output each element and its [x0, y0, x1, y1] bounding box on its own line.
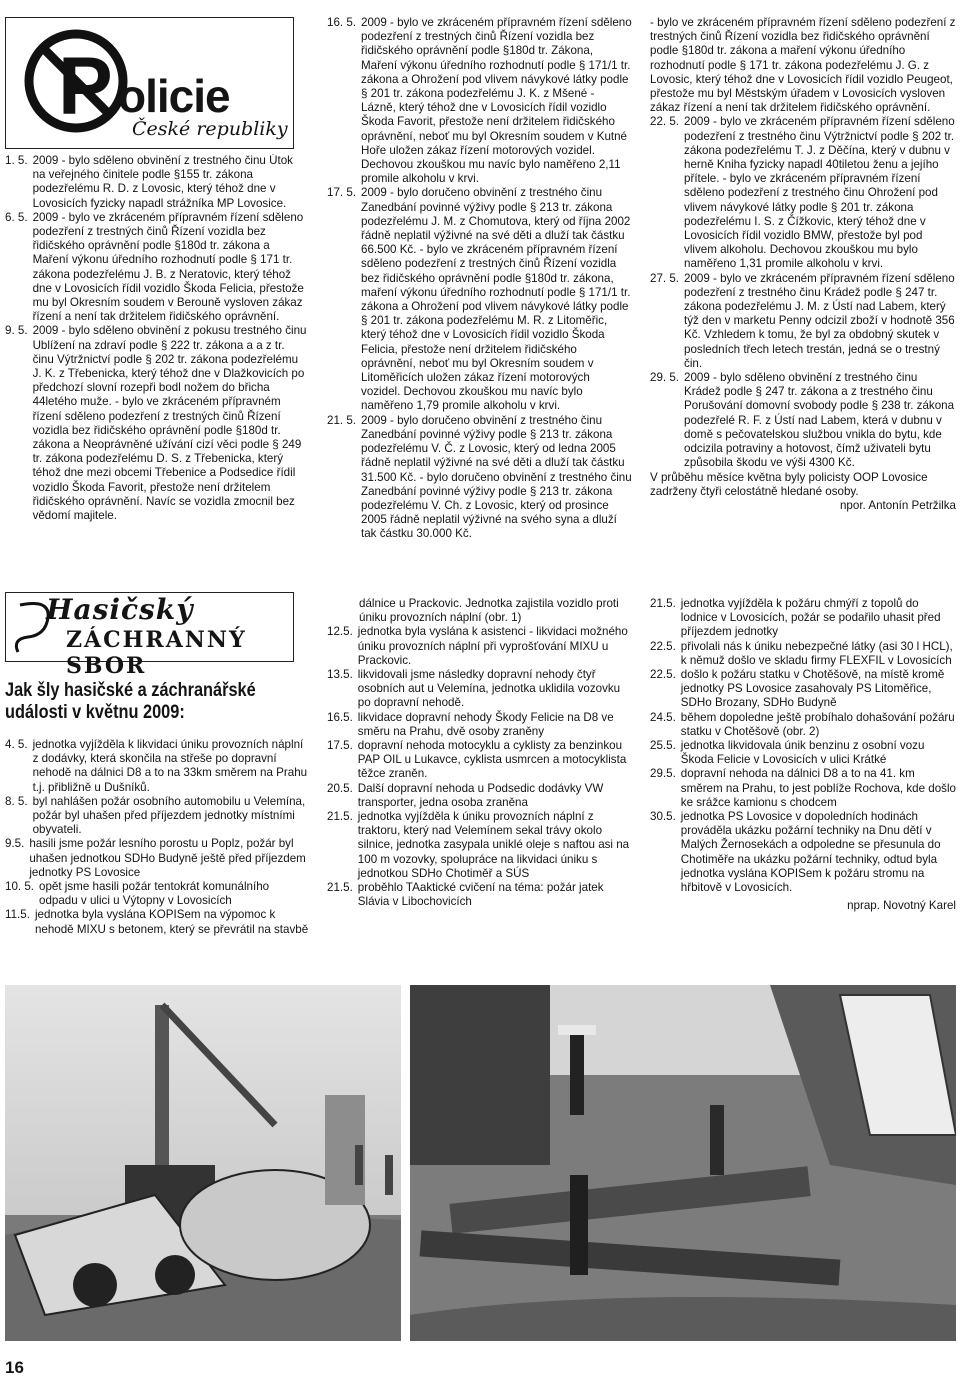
entry-text: 2009 - bylo ve zkráceném přípravném řízení sděleno podezření z trestných činů Řízení vozidla bez řidičského oprávnění podle §180d tr. Zákona, Maření výkonu úředního rozhodnutí podle § 171/1 tr. zákona a Ohrožení pod vlivem návykové látky podle § 201 tr. zákona podezřelému J. K. z Mšené - Lázně, který téhož dne v Lovosicích řídil vozidlo Škoda Favorit, přestože není držitelem řidičského oprávnění, neboť mu byl Okresním soudem v Kutné Hoře uložen zákaz řízení motorových vozidel. Dechovou zkouškou mu navíc bylo naměřeno 2,11 promile alkoholu v krvi. — [361, 16, 632, 186]
entry-date: 4. 5. — [5, 738, 28, 751]
police-logo-subtitle: České republiky — [132, 118, 288, 140]
entry — [650, 597, 956, 640]
entry — [5, 880, 310, 908]
entry-date: 29. 5. — [650, 371, 680, 385]
entry — [5, 154, 308, 211]
entry-text: 2009 - bylo ve zkráceném přípravném řízení sděleno podezření z trestného činu Krádež podle § 247 tr. zákona podezřelému J. M. z Ústí nad Labem, který týž den v marketu Penny odcizil zboží v hodnotě 356 Kč. Vzhledem k tomu, že byl za obdobný skutek v posledních třech letech trestán, jedná se o trestný čin. — [684, 271, 955, 370]
entry — [650, 739, 956, 767]
entry-date: 27. 5. — [650, 271, 680, 285]
entry-text: opět jsme hasili požár tentokrát komunálního odpadu v ulici u Výtopny v Lovosicích — [39, 880, 270, 908]
entry — [650, 115, 956, 271]
entry-text: 2009 - bylo sděleno obvinění z pokusu trestného činu Ublížení na zdraví podle § 222 tr. zákona a a z tr. činu Výtržnictví podle § 202 tr. zákona podezřelému J. K. z Třebenicka, který téhož dne v Dlažkovicích po předchozí slovní rozepři bodl nožem do břicha 44letého muže. - bylo ve zkráceném přípravném řízení sděleno podezření z trestných činů Řízení vozidla bez řidičského oprávnění podle §180d tr. zákona a Neoprávněné užívání cizí věci podle § 249 tr. zákona podezřelému D. S. z Třebenicka, který téhož dne mezi obcemi Třebenice a Podsedice řídil vozidlo Škoda Favorit, přestože není držitelem řidičského oprávnění. Navíc se vozidla zmocnil bez vědomí majitele. — [32, 324, 307, 523]
entry — [327, 881, 633, 909]
entry-date: 17. 5. — [327, 186, 357, 200]
police-col3-continuation: - bylo ve zkráceném přípravném řízení sděleno podezření z trestných činů Řízení vozidla bez řidičského oprávnění podle §180d tr. zákona a maření výkonu úředního rozhodnutí podle § 171 tr. zákona podezřelému J. G. z Lovosic, který téhož dne v Lovosicích řídil vozidlo Peugeot, přestože mu byl Městským úřadem v Lovosicích vysloven zákaz řízení a není tak držitelem řidičského oprávnění. — [650, 16, 956, 115]
entry — [5, 211, 308, 325]
fire-logo-title: Hasičský — [46, 593, 194, 626]
entry-date: 10. 5. — [5, 880, 35, 894]
entry — [327, 186, 632, 413]
entry-text: byl nahlášen požár osobního automobilu u Velemína, požár byl uhašen před příjezdem jednotky místními obyvateli. — [32, 794, 306, 837]
photo-mixer-accident — [5, 985, 401, 1341]
entry-text: jednotka vyjížděla k úniku provozních náplní z traktoru, který nad Velemínem sekal trávy okolo silnice, jednotka zasypala uniklé oleje s naftou asi na 100 m vozovky, spolupráce na likvidaci úniku s jednotkou SDHo Chotiměř a SÚS — [357, 810, 630, 880]
entry-date: 21.5. — [327, 881, 353, 895]
entry-date: 9. 5. — [5, 324, 28, 338]
entry — [5, 324, 308, 523]
entry-date: 21.5. — [327, 810, 353, 824]
entry-text: jednotka vyjížděla k požáru chmýří z topolů do lodnice v Lovosicích, požár se podařilo uhasit před příjezdem jednotky — [680, 597, 941, 639]
entry — [650, 371, 956, 470]
entry-text: 2009 - bylo ve zkráceném přípravném řízení sděleno podezření z trestného činu Výtržnictví podle § 202 tr. zákona podezřelému T. J. z Děčína, který v dubnu v herně Kniha fyzicky napadl 40tiletou ženu a jejího přítele. - bylo ve zkráceném přípravném řízení sděleno podezření z trestného činu Ohrožení pod vlivem návykové látky podle § 201 tr. zákona podezřelému I. S. z Čížkovic, který téhož dne v Lovosicích řídil vozidlo BMW, přestože byl pod vlivem alkoholu. Dechovou zkouškou mu bylo naměřeno 1,31 promile alkoholu v krvi. — [684, 115, 955, 271]
entry-date: 17.5. — [327, 739, 353, 753]
entry-date: 9.5. — [5, 837, 25, 851]
entry-text: Další dopravní nehoda u Podsedic dodávky VW transporter, jedna osoba zraněna — [357, 781, 604, 809]
police-closing: V průběhu měsíce května byly policisty OOP Lovosice zadrženy čtyři celostátně hledané osoby. — [650, 470, 928, 498]
entry-text: likvidovali jsme následky dopravní nehody čtyř osobních aut u Velemína, jednotka uklidila vozovku po dopravní nehodě. — [357, 668, 621, 710]
entry-text: jednotka vyjížděla k likvidaci úniku provozních náplní z dodávky, která skončila na střeše po dopravní nehodě na dálnici D8 a to na 33km směrem na Prahu t.j. přibližně u Dušníků. — [32, 738, 308, 794]
entry-date: 13.5. — [327, 668, 353, 682]
entry-date: 8. 5. — [5, 794, 28, 808]
fire-logo — [5, 592, 294, 679]
entry-text: likvidace dopravní nehody Škody Felicie na D8 ve směru na Prahu, dvě osoby zraněny — [357, 710, 614, 738]
entry-date: 30.5. — [650, 810, 676, 824]
entry — [5, 908, 310, 936]
entry — [5, 738, 310, 795]
entry-date: 16.5. — [327, 710, 353, 724]
fire-column-1 — [5, 738, 310, 937]
fire-heading: Jak šly hasičské a záchranářské události v květnu 2009: — [5, 680, 256, 723]
entry-date: 21.5. — [650, 597, 676, 610]
fire-signature: nprap. Novotný Karel — [847, 899, 956, 913]
entry-date: 21. 5. — [327, 413, 357, 427]
entry-text: přivolali nás k úniku nebezpečné látky (asi 30 l HCL), k němuž došlo ve skladu firmy FLEXFIL v Lovosicích — [680, 639, 953, 667]
fire-logo-swirl-icon — [10, 597, 60, 657]
entry-date: 25.5. — [650, 739, 676, 753]
police-signature: npor. Antonín Petržilka — [839, 498, 956, 512]
entry — [650, 272, 956, 371]
photo-barn-fire — [410, 985, 956, 1341]
entry — [650, 668, 956, 711]
entry — [327, 414, 632, 542]
entry — [650, 810, 956, 895]
entry-date: 22.5. — [650, 639, 676, 653]
entry-text: během dopoledne ještě probíhalo dohašování požáru statku v Chotěšově (obr. 2) — [680, 710, 955, 738]
entry-date: 24.5. — [650, 710, 676, 724]
entry-date: 22.5. — [650, 668, 676, 682]
entry — [5, 837, 310, 880]
entry-text: jednotka byla vyslána k asistenci - likvidaci možného úniku provozních náplní při vyprošťování MIXU u Prackovic. — [357, 625, 628, 667]
entry-text: jednotka byla vyslána KOPISem na výpomoc k nehodě MIXU s betonem, který se převrátil na stavbě — [34, 908, 309, 936]
entry — [327, 782, 633, 810]
police-logo — [5, 17, 294, 149]
fire-column-3 — [650, 597, 956, 913]
entry-text: proběhlo TAaktické cvičení na téma: požár jatek Slávia v Libochovicích — [357, 881, 604, 909]
page-number: 16 — [5, 1358, 24, 1377]
entry — [5, 795, 310, 838]
police-column-1 — [5, 154, 308, 523]
police-column-2 — [327, 16, 632, 542]
entry-date: 16. 5. — [327, 16, 357, 29]
entry — [327, 711, 633, 739]
entry — [327, 668, 633, 711]
entry-text: 2009 - bylo sděleno obvinění z trestného činu Útok na veřejného činitele podle §155 tr. zákona podezřelému R. D. z Lovosic, který téhož dne v Lovosicích fyzicky napadl strážníka MP Lovosice. — [32, 154, 293, 210]
entry-text: 2009 - bylo doručeno obvinění z trestného činu Zanedbání povinné výživy podle § 213 tr. zákona podezřelému J. M. z Chomutova, který od října 2002 řádně neplatil výživné na své děti a dluží tak částku 66.500 Kč. - bylo ve zkráceném přípravném řízení sděleno podezření z trestných činů Řízení vozidla bez řidičského oprávnění podle §180d tr. zákona, maření výkonu úředního rozhodnutí podle § 171/1 tr. zákona a Ohrožení pod vlivem návykové látky podle § 201 tr. zákona podezřelému M. R. z Litoměřic, který téhož dne v Lovosicích řídil vozidlo Škoda Felicia, přestože není držitelem řidičského oprávnění, neboť mu byl Okresním soudem v Litoměřicích uložen zákaz řízení motorových vozidel. Dechovou zkouškou mu navíc bylo naměřeno 1,79 promile alkoholu v krvi. — [361, 186, 631, 413]
police-column-3 — [650, 16, 956, 513]
entry — [650, 711, 956, 739]
fire-col2-continuation: dálnice u Prackovic. Jednotka zajistila vozidlo proti úniku provozních náplní (obr. 1) — [359, 597, 619, 625]
entry — [327, 810, 633, 881]
entry-date: 1. 5. — [5, 154, 28, 167]
entry-text: 2009 - bylo ve zkráceném přípravném řízení sděleno podezření z trestných činů Řízení vozidla bez řidičského oprávnění podle §180d tr. zákona a Maření výkonu úředního rozhodnutí podle § 171 tr. zákona podezřelému J. B. z Neratovic, který téhož dne v Lovosicích řídil vozidlo Škoda Felicia, přestože mu byl Okresním soudem v Berouně vysloven zákaz řízení a není tak držitelem řidičského oprávnění. — [32, 210, 304, 324]
entry-text: hasili jsme požár lesního porostu u Poplz, požár byl uhašen jednotkou SDHo Budyně ještě před příjezdem jednotky PS Lovosice — [29, 837, 306, 879]
entry-text: jednotka PS Lovosice v dopoledních hodinách prováděla ukázku požární techniky na Dnu dětí v Malých Žernosekách a odpoledne se přesunula do Chotiměře na ukázku požární techniky, odtud byla jednotka vyslána KOPISem k požáru stromu na hřbitově v Lovosicích. — [680, 810, 941, 895]
svg-text:P: P — [58, 41, 113, 132]
entry-date: 22. 5. — [650, 115, 680, 129]
entry — [327, 16, 632, 186]
entry — [650, 640, 956, 668]
entry — [327, 625, 633, 668]
entry-text: došlo k požáru statku v Chotěšově, na místě kromě jednotky PS Lovosice zasahovaly PS Litoměřice, SDHo Brozany, SDHo Budyně — [680, 668, 945, 710]
entry-text: dopravní nehoda motocyklu a cyklisty za benzinkou PAP OIL u Lukavce, cyklista usmrcen a motocyklista těžce zraněn. — [357, 739, 627, 781]
entry-date: 12.5. — [327, 625, 353, 639]
entry — [327, 739, 633, 782]
fire-logo-subtitle: ZÁCHRANNÝ SBOR — [66, 627, 247, 679]
entry — [650, 767, 956, 810]
entry-text: 2009 - bylo doručeno obvinění z trestného činu Zanedbání povinné výživy podle § 213 tr. zákona podezřelému V. Č. z Lovosic, který od ledna 2005 řádně neplatil výživné na své děti a dluží tak částku 31.500 Kč. - bylo doručeno obvinění z trestného činu Zanedbání povinné výživy podle § 213 tr. zákona podezřelému V. Ch. z Lovosic, který od prosince 2005 řádně neplatil výživné na svého syna a dluží tak částku 30.000 Kč. — [361, 413, 632, 541]
entry-date: 20.5. — [327, 781, 353, 795]
police-logo-title: olicie — [118, 70, 230, 122]
entry-date: 6. 5. — [5, 210, 28, 224]
entry-text: 2009 - bylo sděleno obvinění z trestného činu Krádež podle § 247 tr. zákona a z trestného činu Porušování domovní svobody podle § 238 tr. zákona podezřelé R. F. z Ústí nad Labem, která v dubnu v domě s pečovatelskou službou vnikla do bytu, kde odcizila potraviny a hotovost, čímž uživateli bytu způsobila škodu ve výši 4300 Kč. — [684, 371, 955, 470]
entry-text: dopravní nehoda na dálnici D8 a to na 41. km směrem na Prahu, to jest poblíže Rochova, kde došlo ke srážce kamionu s chodcem — [680, 767, 956, 809]
entry-date: 11.5. — [5, 908, 30, 922]
fire-column-2 — [327, 597, 633, 909]
entry-date: 29.5. — [650, 767, 676, 781]
entry-text: jednotka likvidovala únik benzinu z osobní vozu Škoda Felicie v Lovosicích v ulici Krátké — [680, 739, 925, 767]
